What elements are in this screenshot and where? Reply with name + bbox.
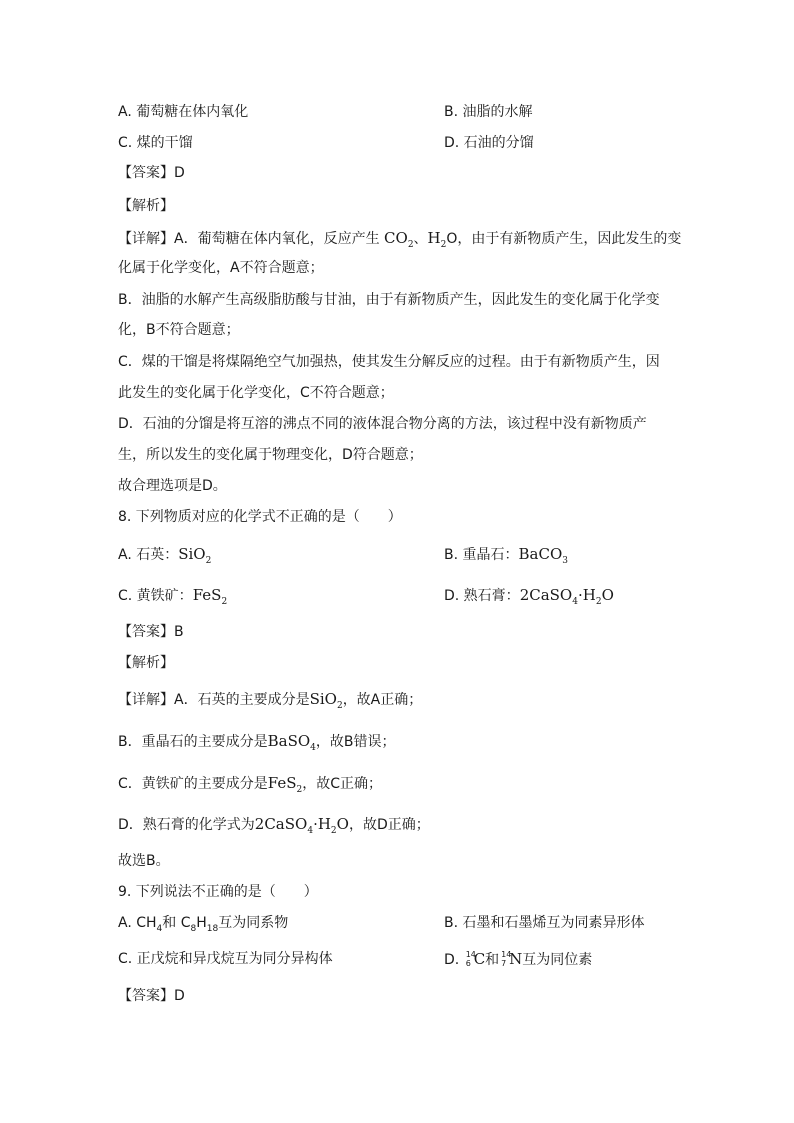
- q7-detail-b-line1: B．油脂的水解产生高级脂肪酸与甘油，由于有新物质产生，因此发生的变化属于化学变: [118, 292, 660, 308]
- formula-co2: $CO_2$: [384, 229, 414, 250]
- q7-option-d: D. 石油的分馏: [444, 135, 534, 151]
- q8-detail-c: C．黄铁矿的主要成分是FeS$_2$，故C正确；: [118, 774, 383, 795]
- q7-analysis-heading: 【解析】: [118, 198, 174, 214]
- q7-detail-d-line1: D．石油的分馏是将互溶的沸点不同的液体混合物分离的方法，该过程中没有新物质产: [118, 416, 647, 432]
- formula-baco3: BaCO$_3$: [518, 545, 568, 566]
- q8-detail-a: 【详解】A．石英的主要成分是SiO$_2$，故A正确；: [118, 690, 423, 711]
- q8-detail-d: D．熟石膏的化学式为$2CaSO_4\cdot H_2O$，故D正确；: [118, 815, 430, 836]
- q9-option-b: B. 石墨和石墨烯互为同素异形体: [444, 915, 645, 931]
- q8-stem: 8. 下列物质对应的化学式不正确的是（ ）: [118, 509, 402, 525]
- q8-detail-b: B．重晶石的主要成分是BaSO$_4$，故B错误；: [118, 732, 396, 753]
- formula-h2o: $H_2$: [427, 229, 447, 250]
- q7-detail-b-line2: 化，B不符合题意；: [118, 322, 240, 338]
- q8-answer: 【答案】B: [118, 624, 184, 640]
- q8-conclusion: 故选B。: [118, 853, 170, 869]
- q8-analysis-heading: 【解析】: [118, 655, 174, 671]
- q7-option-b: B. 油脂的水解: [444, 104, 533, 120]
- q7-option-a: A. 葡萄糖在体内氧化: [118, 104, 249, 120]
- formula-sio2: SiO$_2$: [309, 690, 343, 711]
- q7-answer: 【答案】D: [118, 165, 185, 181]
- q8-option-d: D. 熟石膏：$2CaSO_4\cdot H_2O$: [444, 586, 614, 607]
- q7-detail-a-line1: 【详解】A．葡萄糖在体内氧化，反应产生 $CO_2$、$H_2O$，由于有新物质产生，因此发生的变: [118, 229, 682, 250]
- q9-answer: 【答案】D: [118, 988, 185, 1004]
- q9-option-d: D. 14 6 C和 14 7 N互为同位素: [444, 950, 593, 968]
- q7-detail-c-line1: C．煤的干馏是将煤隔绝空气加强热，使其发生分解反应的过程。由于有新物质产生，因: [118, 354, 660, 370]
- isotope-n14: 14 7: [501, 950, 512, 968]
- formula-fes2: FeS$_2$: [267, 774, 303, 795]
- q7-detail-c-line2: 此发生的变化属于化学变化，C不符合题意；: [118, 385, 394, 401]
- isotope-c14: 14 6: [465, 950, 476, 968]
- q7-detail-a-line2: 化属于化学变化，A不符合题意；: [118, 260, 324, 276]
- formula-sio2: SiO$_2$: [178, 545, 212, 566]
- q7-conclusion: 故合理选项是D。: [118, 478, 227, 494]
- formula-gypsum: $2CaSO_4\cdot H_2O$: [519, 586, 614, 607]
- formula-gypsum: $2CaSO_4\cdot H_2O$: [254, 815, 349, 836]
- q9-stem: 9. 下列说法不正确的是（ ）: [118, 884, 318, 900]
- q9-option-a: A. $CH_4$和 $C_8H_{18}$互为同系物: [118, 915, 289, 934]
- q8-option-b: B. 重晶石：BaCO$_3$: [444, 545, 568, 566]
- formula-baso4: BaSO$_4$: [267, 732, 316, 753]
- q8-option-c: C. 黄铁矿：FeS$_2$: [118, 586, 228, 607]
- q8-option-a: A. 石英：SiO$_2$: [118, 545, 212, 566]
- formula-fes2: FeS$_2$: [192, 586, 228, 607]
- q9-option-c: C. 正戊烷和异戊烷互为同分异构体: [118, 951, 333, 967]
- q7-detail-d-line2: 生，所以发生的变化属于物理变化，D符合题意；: [118, 447, 423, 463]
- q7-option-c: C. 煤的干馏: [118, 135, 193, 151]
